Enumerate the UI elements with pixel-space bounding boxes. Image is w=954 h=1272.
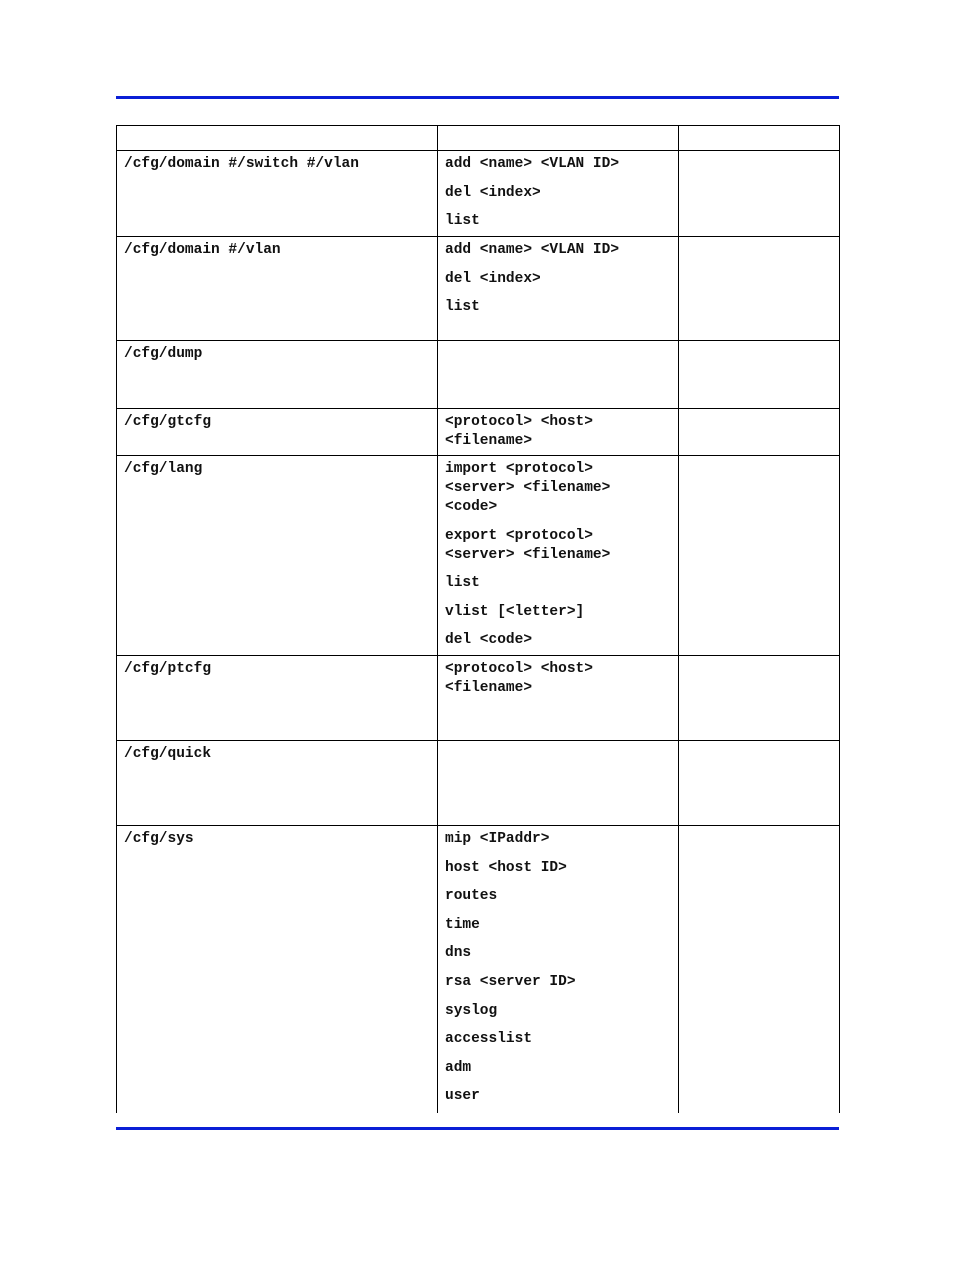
option-text: user — [445, 1088, 480, 1105]
description-cell — [679, 826, 840, 1113]
option-text: syslog — [445, 1002, 498, 1019]
table-row — [117, 409, 840, 456]
options-cell — [438, 456, 679, 656]
option-text: dns — [445, 945, 472, 962]
command-cell: /cfg/ptcfg — [117, 656, 438, 741]
option-text: import <protocol> <server> <filename> <code> — [445, 461, 611, 515]
command-cell: /cfg/sys — [117, 826, 438, 1113]
command-cell: /cfg/lang — [117, 456, 438, 656]
description-cell — [679, 151, 840, 237]
option-text: routes — [445, 888, 498, 905]
column-header-command — [117, 126, 438, 151]
table-row — [117, 151, 840, 237]
options-cell — [438, 237, 679, 341]
description-cell — [679, 456, 840, 656]
option-text: accesslist — [445, 1031, 533, 1048]
option-text: del <index> — [445, 184, 541, 201]
description-cell — [679, 741, 840, 826]
command-cell: /cfg/domain #/switch #/vlan — [117, 151, 438, 237]
footer-rule — [116, 1127, 839, 1130]
table-row — [117, 826, 840, 1113]
option-text: list — [445, 213, 480, 230]
table-header-row — [117, 126, 840, 151]
options-cell — [438, 341, 679, 409]
table-row — [117, 456, 840, 656]
options-cell — [438, 741, 679, 826]
option-text: add <name> <VLAN ID> — [445, 242, 620, 258]
description-cell — [679, 237, 840, 341]
table-row — [117, 656, 840, 741]
option-text: del <index> — [445, 270, 541, 287]
description-cell — [679, 409, 840, 456]
option-text: list — [445, 575, 480, 592]
column-header-options — [438, 126, 679, 151]
option-text: time — [445, 916, 480, 933]
options-cell — [438, 826, 679, 1113]
option-text: rsa <server ID> — [445, 973, 576, 990]
option-text: host <host ID> — [445, 859, 567, 876]
table-row — [117, 237, 840, 341]
option-text: mip <IPaddr> — [445, 831, 550, 847]
option-text: vlist [<letter>] — [445, 603, 585, 620]
options-cell — [438, 409, 679, 456]
table-row — [117, 341, 840, 409]
option-text: <protocol> <host> <filename> — [445, 661, 593, 696]
option-text: <protocol> <host> <filename> — [445, 414, 593, 449]
option-text: add <name> <VLAN ID> — [445, 156, 620, 172]
option-text: adm — [445, 1059, 472, 1076]
command-cell: /cfg/quick — [117, 741, 438, 826]
command-table — [116, 125, 840, 1113]
table-row — [117, 741, 840, 826]
header-rule — [116, 96, 839, 99]
options-cell — [438, 656, 679, 741]
description-cell — [679, 656, 840, 741]
description-cell — [679, 341, 840, 409]
option-text: del <code> — [445, 632, 533, 649]
option-text: export <protocol> <server> <filename> — [445, 527, 611, 563]
options-cell — [438, 151, 679, 237]
command-cell: /cfg/gtcfg — [117, 409, 438, 456]
command-cell: /cfg/domain #/vlan — [117, 237, 438, 341]
command-cell: /cfg/dump — [117, 341, 438, 409]
option-text: list — [445, 299, 480, 316]
column-header-description — [679, 126, 840, 151]
